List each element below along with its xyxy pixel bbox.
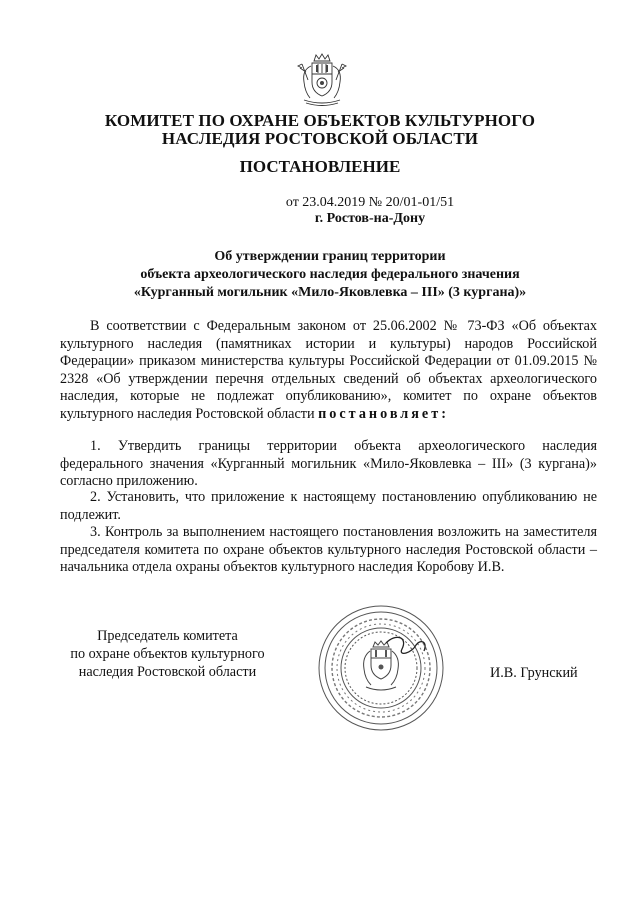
signer-title-line3: наследия Ростовской области: [78, 664, 257, 680]
document-city: г. Ростов-на-Дону: [314, 211, 426, 226]
committee-name: [40, 112, 600, 148]
document-type: ПОСТАНОВЛЕНИЕ: [239, 157, 401, 176]
subject-line2: объекта археологического наследия федерального значения: [140, 267, 520, 282]
decree-item-2-text: 2. Установить, что приложение к настоящему постановлению опубликованию не подлежит.: [60, 489, 597, 523]
rostov-oblast-coat-of-arms-icon: [296, 52, 348, 108]
signer-title-line2: по охране объектов культурного: [70, 646, 265, 662]
signer-name: И.В. Грунский: [490, 665, 578, 681]
decree-word: постановляет:: [318, 405, 449, 422]
signer-title: [55, 627, 280, 681]
committee-name-line2: НАСЛЕДИЯ РОСТОВСКОЙ ОБЛАСТИ: [161, 129, 479, 148]
decree-item-3: [60, 524, 597, 577]
subject-line3: «Курганный могильник «Мило-Яковлевка – III» (3 кургана)»: [133, 285, 527, 300]
decree-item-1: [60, 438, 597, 491]
preamble-text: В соответствии с Федеральным законом от 25.06.2002 № 73-ФЗ «Об объектах культурного наследия (памятниках истории и культуры) народов Российской Федерации» приказом министерства культуры Российской Федерации от 01.09.2015 № 2328 «Об утверждении перечня отдельных сведений об объектах археологического наследия, которые не подлежат опубликованию», комитет по охране объектов культурного наследия Ростовской области: [60, 318, 597, 422]
official-round-seal-icon: [316, 603, 446, 733]
preamble-paragraph: [60, 318, 597, 424]
document-subject: [60, 248, 600, 302]
decree-item-2: [60, 489, 597, 524]
decree-item-3-text: 3. Контроль за выполнением настоящего постановления возложить на заместителя председателя комитета по охране объектов культурного наследия Ростовской области – начальника отдела охраны объектов культурного наследия Коробову И.В.: [60, 524, 597, 576]
subject-line1: Об утверждении границ территории: [214, 249, 446, 264]
committee-name-line1: КОМИТЕТ ПО ОХРАНЕ ОБЪЕКТОВ КУЛЬТУРНОГО: [104, 111, 536, 130]
signer-title-line1: Председатель комитета: [97, 628, 238, 644]
decree-item-1-text: 1. Утвердить границы территории объекта археологического наследия федерального значения «Курганный могильник «Мило-Яковлевка – III» (3 кургана)» согласно приложению.: [60, 438, 597, 490]
document-date-number: от 23.04.2019 № 20/01-01/51: [285, 195, 455, 210]
